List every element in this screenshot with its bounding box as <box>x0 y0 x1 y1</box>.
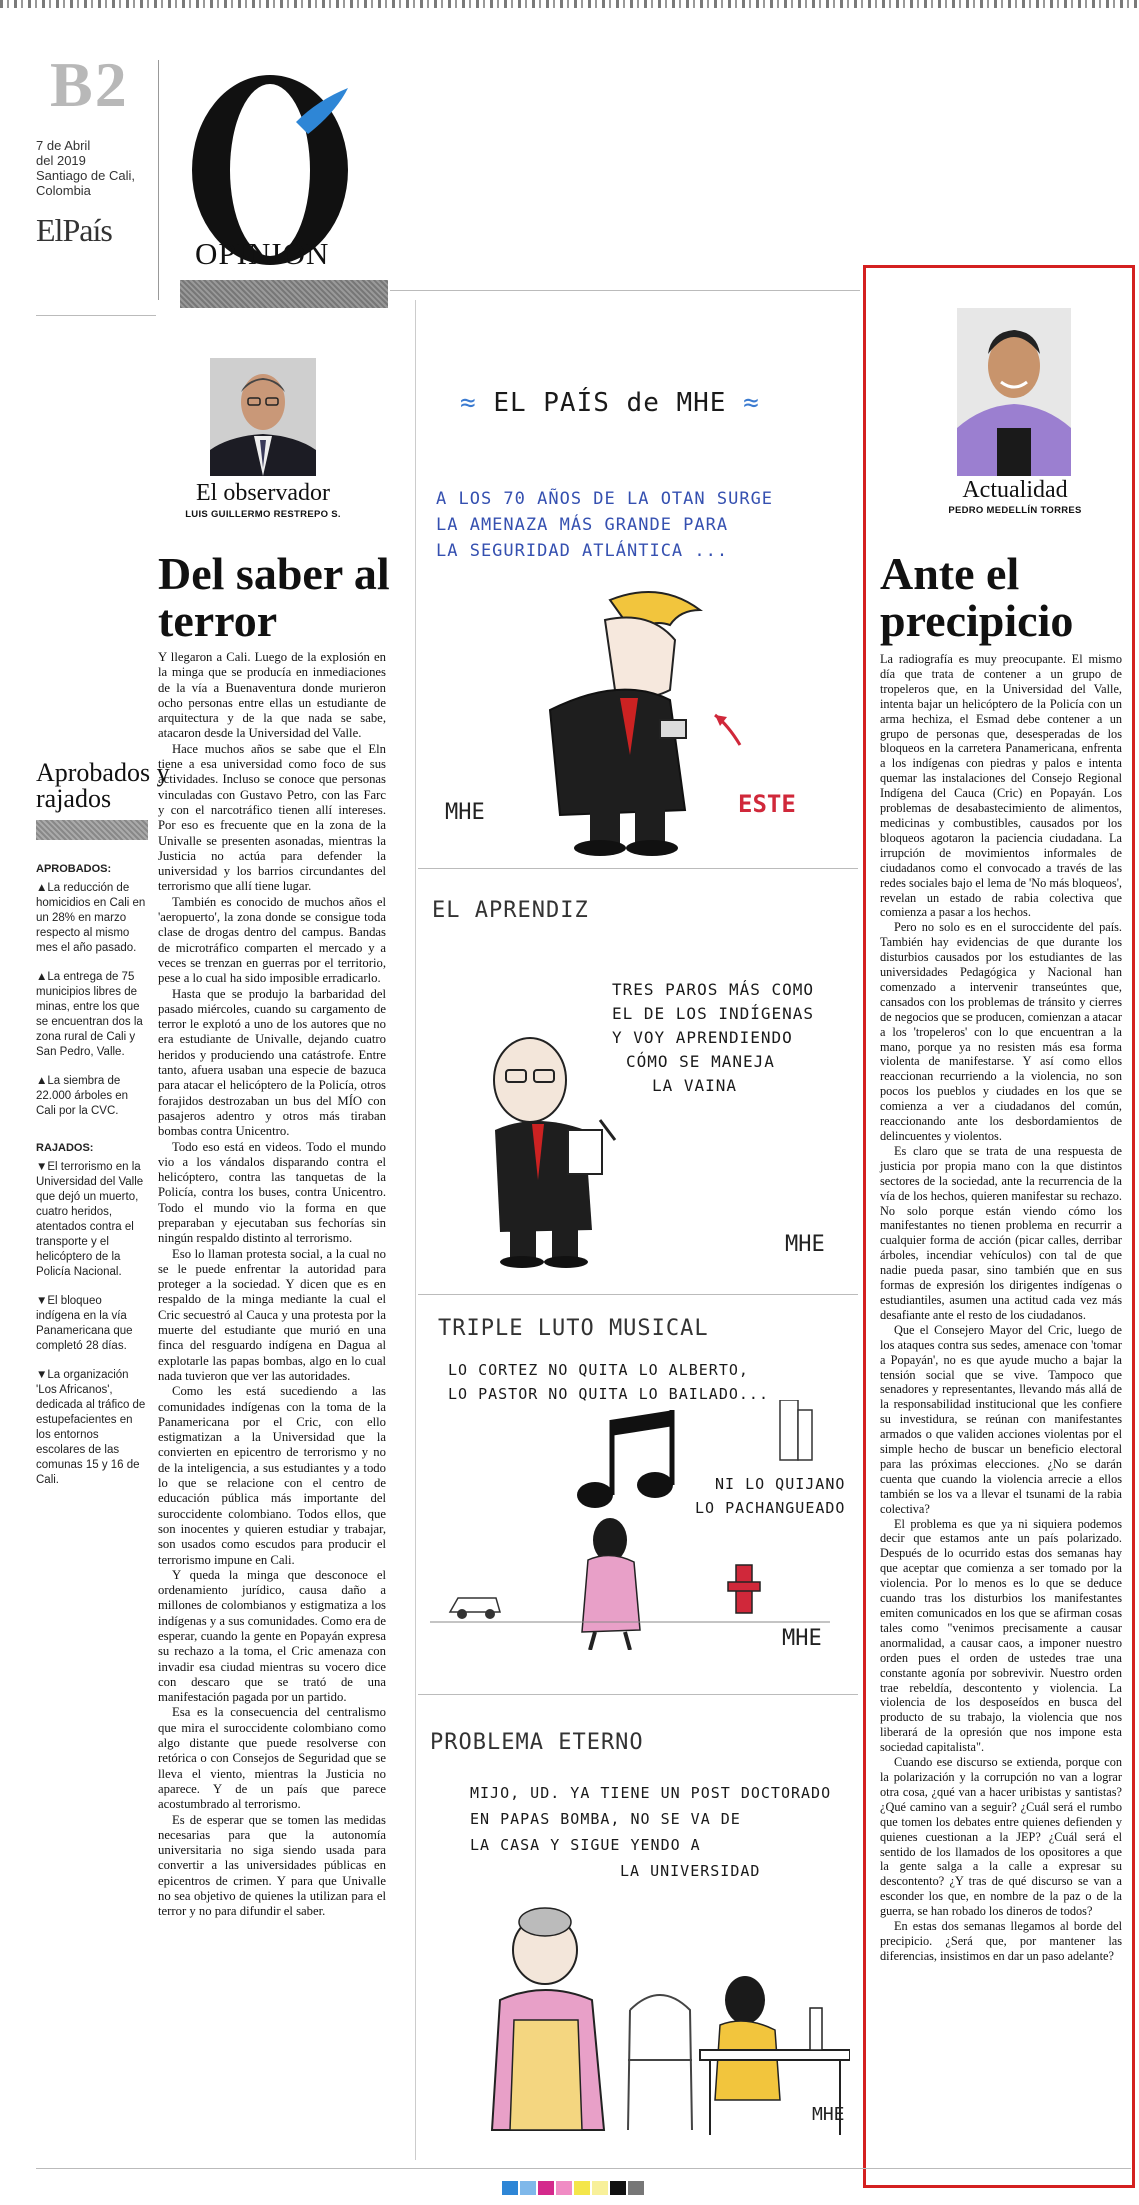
dateline <box>36 138 156 198</box>
cartoon-header <box>460 388 810 418</box>
section-title: OPINIÓN <box>195 236 330 271</box>
cartoon1-pointer-label: ESTE <box>738 790 796 818</box>
cartoon3-signature: MHE <box>782 1626 822 1651</box>
caption-line: LA AMENAZA MÁS GRANDE PARA <box>436 515 729 535</box>
caption-line: NI LO QUIJANO <box>715 1475 846 1493</box>
paragraph: Cuando ese discurso se extienda, porque con la polarización y la corrupción no van a lograr otra cosa, ¿qué van a hacer uribistas y santistas? ¿Qué camino van a seguir? ¿Cuál será el rumbo que tomen los debates entre quienes defienden y quienes cuestionan a la JEP? ¿Cuál será el sentido de los llamados de los opositores a que la gente salga a la calle a expresar su descontento? ¿Y tras de qué discurso se van a esconder los que, en nombre de la paz o de la guerra, se han robado los dineros de todos? <box>880 1755 1122 1919</box>
swatch <box>502 2181 518 2195</box>
cartoon2-title: EL APRENDIZ <box>432 898 589 923</box>
paragraph: Hasta que se produjo la barbaridad del pasado miércoles, cuando su cargamento de terror le explotó a uno de los autores que no era estudiante de Univalle, dejando cuatro heridos y produciendo una catástrofe. Entre tanto, afuera usaban una especie de bazuca para atacar el helicóptero de la Policía, otros forajidos destrozaban un bus del MÍO con pasajeros adentro y otros más tiraban bombas contra Unicentro. <box>158 986 386 1139</box>
date-line-2: del 2019 <box>36 153 86 168</box>
column-divider <box>415 300 416 2160</box>
headline: Ante el precipicio <box>880 548 1074 646</box>
swatch <box>520 2181 536 2195</box>
date-line-3: Santiago de Cali, <box>36 168 136 183</box>
author-portrait-icon <box>210 358 316 476</box>
swatch <box>610 2181 626 2195</box>
cartoon2-drawing-icon <box>470 1020 640 1270</box>
caption-line: MIJO, UD. YA TIENE UN POST DOCTORADO <box>470 1784 832 1802</box>
cartoon2-caption <box>612 978 814 1098</box>
paragraph: Que el Consejero Mayor del Cric, luego de los ataques contra sus sedes, amenace con 'tomar a Popayán', no es que ayude mucho a bajar la tensión social que se vive. Tampoco que senadores y representantes, llevando más allá de la responsabilidad institucional que les confiere su investidura, se reúnan con manifestantes armados o que validen acciones violentas por el simple hecho de buscar un beneficio electoral para las próximas elecciones. ¿No se darán cuenta que cuando la violencia arrecie a ellos también se los va a llevar el tsunami de la rabia colectiva? <box>880 1322 1122 1516</box>
swatch <box>574 2181 590 2195</box>
date-line-4: Colombia <box>36 183 91 198</box>
swatch <box>538 2181 554 2195</box>
paragraph: Como les está sucediendo a las comunidades indígenas con la toma de la Panamericana por el Cric, con ello estigmatizan a la Universidad que la convierten en epicentro de terrorismo y no de la inteligencia, a sus estudiantes y a todo lo que se relacione con el centro de educación pública más importante del suroccidente colombiano. Todos ellos, que son inocentes y quieren estudiar y trabajar, son usados como escudos para producir el terrorismo impune en Cali. <box>158 1384 386 1567</box>
caption-line: EN PAPAS BOMBA, NO SE VA DE <box>470 1810 741 1828</box>
column-name: Actualidad <box>962 477 1068 503</box>
caption-line: LO CORTEZ NO QUITA LO ALBERTO, <box>448 1361 749 1379</box>
paragraph: La radiografía es muy preocupante. El mismo día que trata de contener a un grupo de tropeleros que, en la Universidad del Valle, intenta bajar un helicóptero de la Policía con un arma hechiza, el Esmad debe contener a un grupo de personas que, desesperadas de los bloqueos en la carretera Panamericana, enfrenta a los indígenas con piedras y palos e intenta quemar las instalaciones del Consejo Regional Indígena del Cauca (Cric) en Popayán. Los problemas de desabastecimiento de alimentos, medicinas y combustibles, causados por los bloqueos agotaron la paciencia ciudadana. La irrupción de movimientos informales de ciudadanos como el convocado a través de las redes sociales bajo el lema de 'No más bloqueos', revelan un estado de rabia colectiva que comienza a pasar a los hechos. <box>880 652 1122 920</box>
cartoon-header-icon: ≈ <box>743 388 760 418</box>
cartoon-header-icon: ≈ <box>460 388 477 418</box>
swatch <box>592 2181 608 2195</box>
top-strip <box>0 0 1139 8</box>
paragraph: Y llegaron a Cali. Luego de la explosión en la minga que se producía en inmediaciones de la vía a Buenaventura donde murieron ocho personas entre ellas un estudiante de arquitectura y de la que nada se sabe, atacaron desde la Universidad del Valle. <box>158 650 386 741</box>
paragraph: Todo eso está en videos. Todo el mundo vio a los vándalos disparando contra el helicóptero, contra las tanquetas de la Policía, contra los buses, contra Unicentro. Todo el mundo vio la forma en que preparaban y ejecutaban sus fechorías sin ningún respaldo distinto al terrorismo. <box>158 1139 386 1246</box>
paragraph: En estas dos semanas llegamos al borde del precipicio. ¿Será que, por mantener las diferencias, insistimos en dar un paso adelante? <box>880 1919 1122 1963</box>
paragraph: El problema es que ya ni siquiera podemos decir que estamos ante un país polarizado. Después de lo ocurrido estas dos semanas hay que aceptar que comienza a ser tomado por la violencia. Por lo menos es lo que se deduce cuando tras los disturbios los manifestantes emiten comunicados en los que se afirman cosas tales como "venimos precisamente a causar anormalidad, a causar caos, a imponer nuestro orden pues el orden de ustedes trae una constante agonía por sobrevivir. Nuestro orden trae rebeldía, descontento y violencia. La violencia de los desposeídos en busca del producto de su trabajo, la violencia que nos liberará de la opresión que nos impone esta sociedad capitalista". <box>880 1516 1122 1755</box>
author-photo <box>210 358 316 476</box>
article-body <box>880 652 1122 1964</box>
cartoon1-signature: MHE <box>445 800 485 825</box>
author-portrait-icon <box>957 308 1071 476</box>
bottom-rule <box>36 2168 1131 2169</box>
cartoon-divider <box>418 868 858 869</box>
rajado-item: ▼La organización 'Los Africanos', dedicada al tráfico de estupefacientes en los entornos escolares de las comunas 15 y 16 de Cali. <box>36 1369 146 1486</box>
caption-line: LA CASA Y SIGUE YENDO A <box>470 1836 701 1854</box>
column-author: PEDRO MEDELLÍN TORRES <box>948 505 1082 516</box>
column-name: El observador <box>196 480 330 506</box>
paragraph: Esa es la consecuencia del centralismo que mira el suroccidente colombiano como algo distante que puede resolverse con retórica o con Consejos de Seguridad que se lleva el viento, mientras la Justicia no aparece. Y de un país que parece acostumbrado al terrorismo. <box>158 1705 386 1812</box>
caption-line: A LOS 70 AÑOS DE LA OTAN SURGE <box>436 489 774 509</box>
paragraph: También es conocido de muchos años el 'aeropuerto', la zona donde se consigue toda clase de drogas dentro del campus. Bandas de microtráfico comparten el mercado y a veces se trenzan en guerras por el territorio, pese a lo cual ha sido imposible erradicarlo. <box>158 894 386 986</box>
cartoon1-caption <box>436 486 773 564</box>
left-rule <box>36 315 156 316</box>
cartoon1-drawing-icon <box>470 580 770 860</box>
aprobado-item: ▲La siembra de 22.000 árboles en Cali por la CVC. <box>36 1075 129 1117</box>
section-bar <box>180 280 388 308</box>
author-photo <box>957 308 1071 476</box>
headline: Del saber al terror <box>158 548 390 646</box>
caption-line: TRES PAROS MÁS COMO <box>612 980 815 999</box>
paragraph: Es claro que se trata de una respuesta de justicia por propia mano con la que distintos sectores de la sociedad, ante la recurrencia de la vía de los hechos, quieren manifestar su rechazo. No solo porque están viendo cómo los manifestantes no tienen problema en recurrir a cualquier forma de acción (picar calles, derribar árboles, incendiar vehículos) con tal de que nadie pueda pasar, sino también que en sus formas de expresión los dirigentes indígenas o estudiantiles, asumen una actitud cada vez más desafiante ante el resto de los ciudadanos. <box>880 1143 1122 1322</box>
caption-line: CÓMO SE MANEJA <box>626 1052 775 1071</box>
paragraph: Es de esperar que se tomen las medidas necesarias para que la autonomía universitaria no siga siendo usada para convertir a las universidades públicas en epicentros de crimen. Y para que Univalle no sea objetivo de quienes la utilizan para el terror y no para difundir el saber. <box>158 1812 386 1919</box>
swatch <box>628 2181 644 2195</box>
caption-line: LA UNIVERSIDAD <box>620 1862 761 1880</box>
section-number: B2 <box>50 49 129 120</box>
cartoon3-caption <box>448 1358 769 1406</box>
caption-line: LA VAINA <box>652 1076 738 1095</box>
paragraph: Y queda la minga que desconoce el ordenamiento jurídico, causa daño a millones de colombianos y estigmatiza a los indígenas y a sus comunidades. Como era de esperar, cuando la gente en Popayán expresa su rechazo a la toma, el Cric amenaza con invadir esa ciudad mientras su vocero dice con descaro que se trató de una manifestación pagada por un partido. <box>158 1567 386 1705</box>
cartoon2-signature: MHE <box>785 1232 825 1257</box>
aprobados-title: Aprobados y rajados <box>36 758 170 813</box>
paragraph: Eso lo llaman protesta social, a la cual no se le puede enfrentar la autoridad para proteger a la sociedad. Y dicen que es en respaldo de la minga mediante la cual el Cric secuestró al Cauca y una protesta por la muerte del estudiante que murió en una finca del resguardo indígena en Dagua al explotarle las papas bombas, algo en lo cual nada tuvieron que ver las autoridades. <box>158 1246 386 1383</box>
paper-logo: ElPaís <box>36 212 112 248</box>
caption-line: LO PASTOR NO QUITA LO BAILADO... <box>448 1385 769 1403</box>
cartoon4-title: PROBLEMA ETERNO <box>430 1730 644 1755</box>
column-author: LUIS GUILLERMO RESTREPO S. <box>185 509 341 520</box>
swatch <box>556 2181 572 2195</box>
paragraph: Pero no solo es en el suroccidente del país. También hay evidencias de que durante los disturbios causados por los estudiantes de las universidades Pedagógica y Nacional han comenzado a intervenir transeúntes que, cansados con los problemas de tránsito y cierres de negocios que se producen, comienzan a atacar a los 'tropeleros' con lo que encuentran a la mano, porque ya no resisten más esa forma violenta de manifestarse. Y así como ellos reaccionan recurriendo a la violencia, no son pocos los pueblos y ciudades en los que se comienza a ver a ciudadanos del común, reaccionando ante los desbordamientos de delincuentes y violentos. <box>880 920 1122 1143</box>
masthead-divider <box>158 60 159 300</box>
rajados-label: RAJADOS: <box>36 1142 94 1154</box>
paragraph: Hace muchos años se sabe que el Eln tiene a esa universidad como foco de sus actividades. Incluso se conoce que personas vinculadas con Gustavo Petro, con las Farc y con el narcotráfico tienen allí intereses. Por eso es frecuente que en la zona de la Univalle se presenten asonadas, mientras la Justicia no actúa para defender la universidad y los barrios circundantes del terrorismo que allí tiene lugar. <box>158 741 386 894</box>
cartoon-header-label: EL PAÍS de MHE <box>493 388 727 418</box>
top-rule <box>390 290 860 291</box>
aprobado-item: ▲La reducción de homicidios en Cali en un 28% en marzo respecto al mismo mes el año pasado. <box>36 882 146 954</box>
aprobados-bar <box>36 820 148 840</box>
caption-line: LA SEGURIDAD ATLÁNTICA ... <box>436 541 729 561</box>
cartoon-divider <box>418 1294 858 1295</box>
aprobado-item: ▲La entrega de 75 municipios libres de minas, entre los que se encuentran dos la zona rural de Cali y San Pedro, Valle. <box>36 971 143 1058</box>
date-line-1: 7 de Abril <box>36 138 91 153</box>
aprobados-list <box>36 862 148 1502</box>
caption-line: LO PACHANGUEADO <box>695 1499 846 1517</box>
cartoon4-signature: MHE <box>812 2104 845 2125</box>
caption-line: EL DE LOS INDÍGENAS <box>612 1004 815 1023</box>
article-body <box>158 650 386 1920</box>
aprobados-label: APROBADOS: <box>36 863 112 875</box>
caption-line: Y VOY APRENDIENDO <box>612 1028 793 1047</box>
cartoon4-drawing-icon <box>470 1890 850 2140</box>
cartoon4-caption <box>470 1780 831 1884</box>
rajado-item: ▼El bloqueo indígena en la vía Panamericana que completó 28 días. <box>36 1295 133 1352</box>
cartoon3-drawing-icon <box>430 1400 830 1650</box>
cartoon-divider <box>418 1694 858 1695</box>
registration-swatches <box>502 2181 644 2195</box>
cartoon3-title: TRIPLE LUTO MUSICAL <box>438 1316 709 1341</box>
rajado-item: ▼El terrorismo en la Universidad del Valle que dejó un muerto, cuatro heridos, atentados contra el transporte y el helicóptero de la Policía Nacional. <box>36 1161 144 1278</box>
